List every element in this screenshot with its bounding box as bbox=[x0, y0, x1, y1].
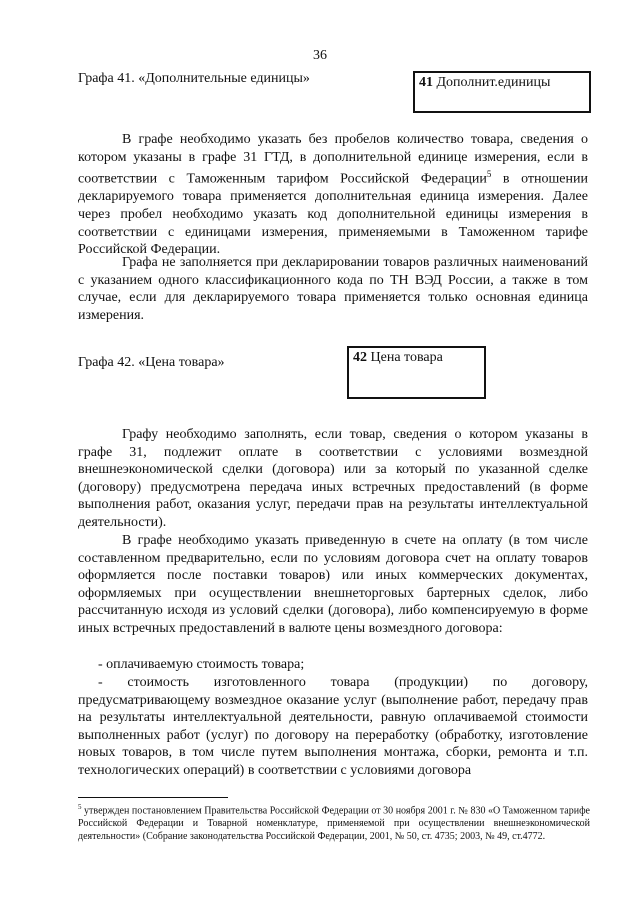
footnote-ref: 5 bbox=[486, 169, 492, 180]
field-41-number: 41 bbox=[419, 75, 433, 90]
field-42-box bbox=[347, 346, 486, 399]
field-41-box bbox=[413, 71, 591, 113]
section-41-title: Графа 41. «Дополнительные единицы» bbox=[78, 71, 310, 86]
footnote-text: утвержден постановлением Правительства Российской Федерации от 30 ноября 2001 г. № 830 «О Таможенном тарифе Российской Федерации и Товарной номенклатуре, применяемой при осуществлении внешнеэкономической деятельности» (Собрание законодательства Российской Федерации, 2001, № 50, ст. 4735; 2003, № 49, ст.4772. bbox=[78, 805, 590, 842]
section-41-paragraph-1: В графе необходимо указать без пробелов количество товара, сведения о котором указаны в графе 31 ГТД, в дополнительной единице измерения, если в соответствии с Таможенным тарифом Российской Федерации$^5$ в отношении декларируемого товара применяется дополнительная единица измерения. Далее через пробел необходимо указать код дополнительной единицы измерения в соответствии с единицами измерения, применяемыми в Таможенном тарифе Российской Федерации. bbox=[78, 132, 588, 258]
list-item: - стоимость изготовленного товара (продукции) по договору, предусматривающему возмездное оказание услуг (выполнение работ, передачу прав на результаты интеллектуальной деятельности, равную оплачиваемой стоимости выполненных работ (услуг) по договору на переработку (обработку, изготовление новых товаров, в том числе путем выполнения монтажа, сборки, ремонта и т.п. технологических операций) в соответствии с условиями договора bbox=[78, 675, 588, 778]
list-item: - оплачиваемую стоимость товара; bbox=[98, 657, 305, 672]
section-42-paragraph-1: Графу необходимо заполнять, если товар, сведения о котором указаны в графе 31, подлежит оплате в соответствии с условиями возмездной внешнеэкономической сделки (договора) или за который по указанной сделке (договору) предусмотрена передача иных встречных предоставлений (в форме выполнения работ, оказания услуг, передачи прав на результаты интеллектуальной деятельности). bbox=[78, 427, 588, 530]
section-42-paragraph-2: В графе необходимо указать приведенную в счете на оплату (в том числе составленном предварительно, если по условиям договора счет на оплату товаров оформляется после поставки товаров) или иных коммерческих документах, оформляемых при осуществлении внешнеторговых бартерных сделок, либо рассчитанную исходя из условий сделки (договора), либо компенсируемую в форме иных встречных предоставлений в валюте цены возмездного договора: bbox=[78, 533, 588, 636]
footnote-marker: 5 bbox=[78, 803, 82, 811]
section-41-paragraph-2: Графа не заполняется при декларировании товаров различных наименований с указанием одного классификационного кода по ТН ВЭД России, а также в том случае, если для декларируемого товара применяется только основная единица измерения. bbox=[78, 255, 588, 323]
footnote-divider bbox=[78, 797, 228, 798]
page-number: 36 bbox=[313, 48, 327, 63]
footnote bbox=[78, 801, 590, 843]
section-42-title: Графа 42. «Цена товара» bbox=[78, 355, 225, 370]
field-42-label: Цена товара bbox=[370, 350, 443, 365]
field-42-number: 42 bbox=[353, 350, 367, 365]
field-41-label: Дополнит.единицы bbox=[436, 75, 551, 90]
